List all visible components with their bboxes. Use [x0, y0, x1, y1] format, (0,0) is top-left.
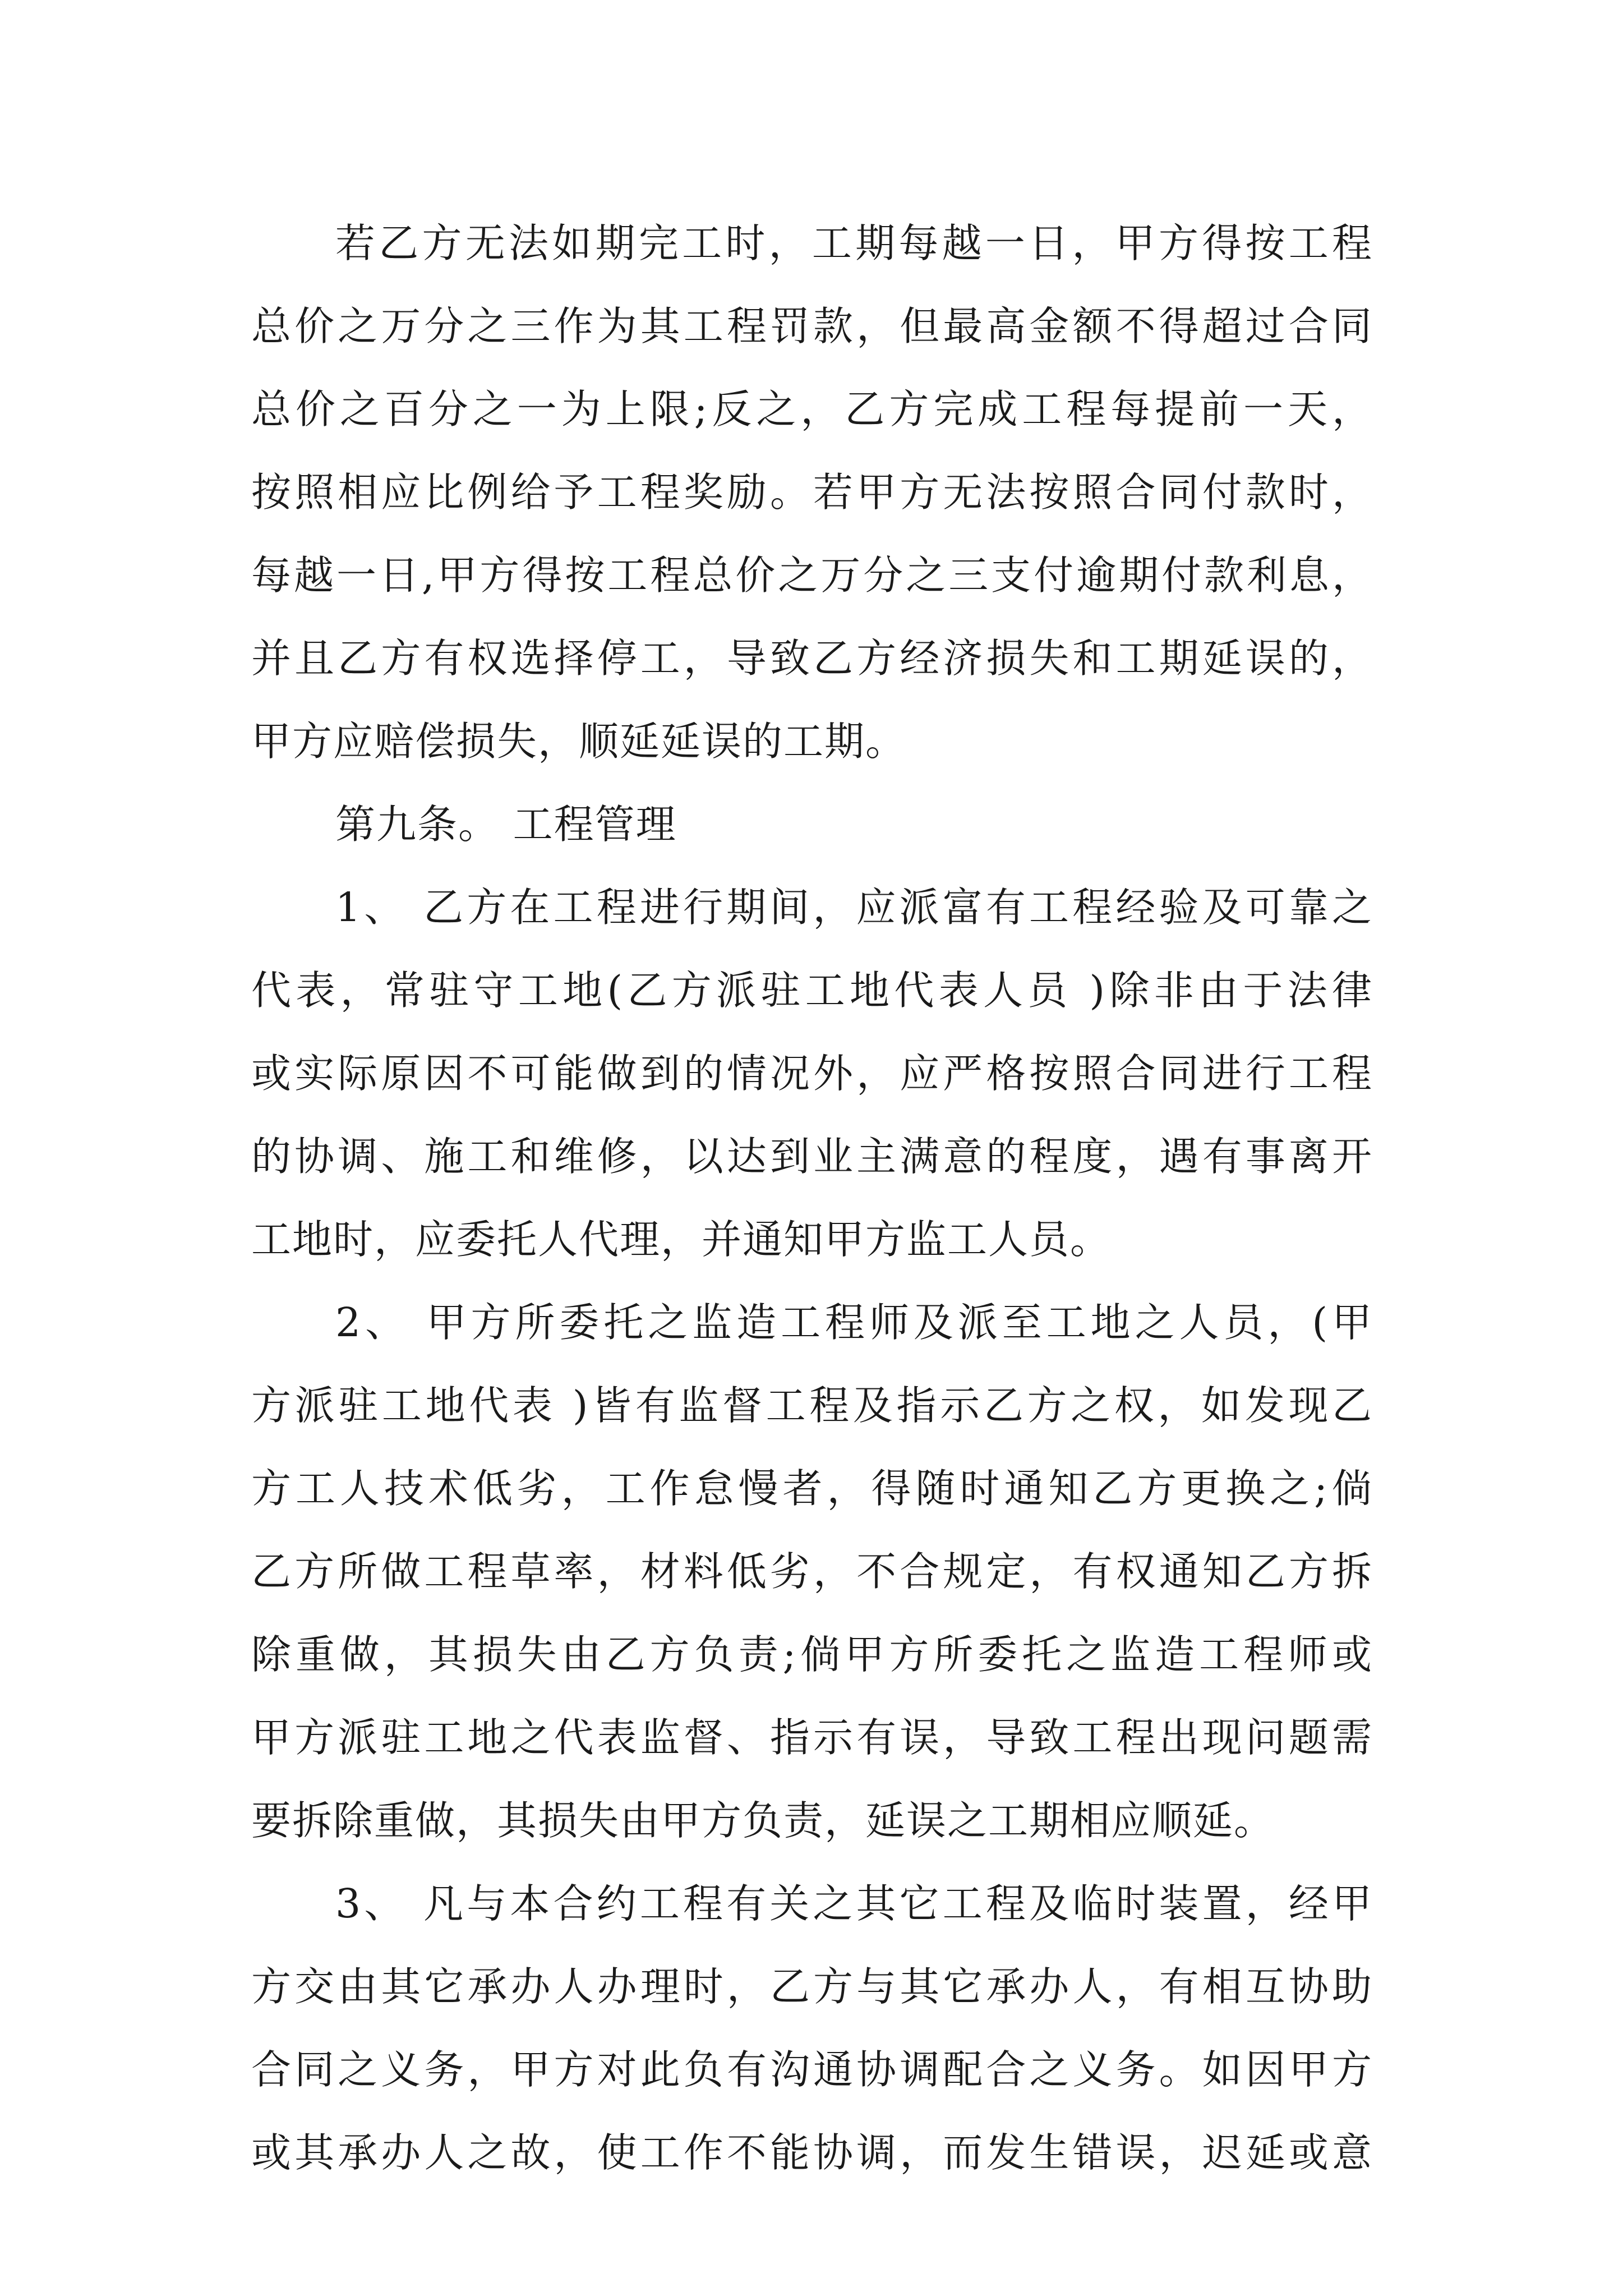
text-line: 要拆除重做，其损失由甲方负责，延误之工期相应顺延。 [251, 1797, 1275, 1844]
text-line: 甲方应赔偿损失，顺延延误的工期。 [251, 718, 907, 765]
text-line: 或实际原因不可能做到的情况外，应严格按照合同进行工程 [251, 1050, 1373, 1097]
text-line: 总价之百分之一为上限;反之，乙方完成工程每提前一天， [251, 386, 1373, 432]
text-line: 的协调、施工和维修，以达到业主满意的程度，遇有事离开 [251, 1133, 1373, 1180]
text-line: 合同之义务，甲方对此负有沟通协调配合之义务。如因甲方 [251, 2046, 1373, 2093]
text-line: 2、 甲方所委托之监造工程师及派至工地之人员，(甲 [335, 1299, 1373, 1346]
text-line: 总价之万分之三作为其工程罚款，但最高金额不得超过合同 [251, 303, 1373, 349]
text-line: 第九条。 工程管理 [335, 801, 677, 848]
text-line: 按照相应比例给予工程奖励。若甲方无法按照合同付款时， [251, 469, 1373, 516]
text-line: 除重做，其损失由乙方负责;倘甲方所委托之监造工程师或 [251, 1631, 1373, 1678]
text-line: 工地时，应委托人代理，并通知甲方监工人员。 [251, 1216, 1112, 1263]
text-line: 乙方所做工程草率，材料低劣，不合规定，有权通知乙方拆 [251, 1548, 1373, 1595]
text-line: 甲方派驻工地之代表监督、指示有误，导致工程出现问题需 [251, 1714, 1373, 1761]
text-line: 代表，常驻守工地(乙方派驻工地代表人员 )除非由于法律 [251, 967, 1373, 1014]
text-line: 并且乙方有权选择停工，导致乙方经济损失和工期延误的， [251, 635, 1373, 682]
text-line: 方交由其它承办人办理时，乙方与其它承办人，有相互协助 [251, 1963, 1373, 2010]
text-line: 或其承办人之故，使工作不能协调，而发生错误，迟延或意 [251, 2129, 1373, 2176]
text-line: 1、 乙方在工程进行期间，应派富有工程经验及可靠之 [335, 884, 1373, 931]
text-line: 每越一日,甲方得按工程总价之万分之三支付逾期付款利息， [251, 552, 1373, 599]
text-line: 3、 凡与本合约工程有关之其它工程及临时装置，经甲 [335, 1880, 1373, 1927]
contract-text-body [251, 202, 1373, 2194]
text-line: 方工人技术低劣，工作怠慢者，得随时通知乙方更换之;倘 [251, 1465, 1373, 1512]
text-line: 若乙方无法如期完工时，工期每越一日，甲方得按工程 [335, 220, 1373, 266]
text-line: 方派驻工地代表 )皆有监督工程及指示乙方之权，如发现乙 [251, 1382, 1373, 1429]
